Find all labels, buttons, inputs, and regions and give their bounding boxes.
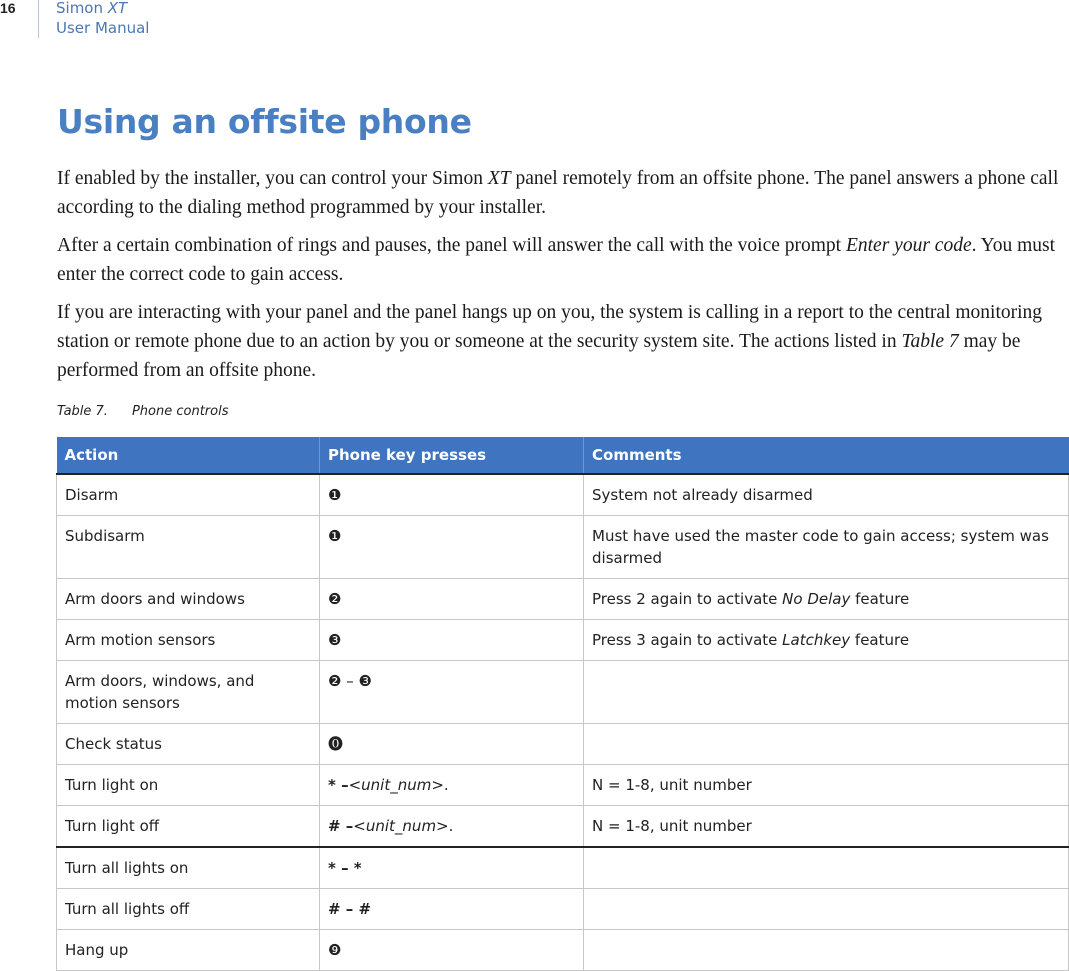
table-header-row xyxy=(57,437,1069,474)
table-row xyxy=(57,889,1069,930)
comment-cell: Must have used the master code to gain access; system was disarmed xyxy=(584,516,1069,579)
action-cell: Subdisarm xyxy=(57,516,320,579)
table-row xyxy=(57,620,1069,661)
header-comments: Comments xyxy=(584,437,1069,474)
comment-cell xyxy=(584,579,1069,620)
key-symbols: # – # xyxy=(328,900,372,918)
comment-cell xyxy=(584,889,1069,930)
keys-cell xyxy=(320,889,584,930)
keys-cell xyxy=(320,765,584,806)
feature-name: No Delay xyxy=(782,590,851,608)
section-heading: Using an offsite phone xyxy=(57,102,472,141)
page-number: 16 xyxy=(0,0,16,16)
paragraph-1-emphasis: XT xyxy=(487,168,511,189)
action-cell: Turn all lights off xyxy=(57,889,320,930)
paragraph-1-text-a: If enabled by the installer, you can control your Simon xyxy=(57,168,488,189)
comment-text: Press 2 again to activate xyxy=(592,590,783,608)
comment-cell xyxy=(584,661,1069,724)
key-suffix: . xyxy=(443,776,449,794)
table-caption xyxy=(57,404,228,419)
action-cell: Turn light off xyxy=(57,806,320,848)
key-suffix: . xyxy=(448,817,454,835)
comment-cell: System not already disarmed xyxy=(584,474,1069,516)
feature-name: Latchkey xyxy=(782,631,851,649)
caption-title: Phone controls xyxy=(131,404,229,419)
table-row xyxy=(57,724,1069,765)
action-cell: Hang up xyxy=(57,930,320,971)
paragraph-1 xyxy=(57,164,1067,222)
table-row xyxy=(57,765,1069,806)
paragraph-2-text-a: After a certain combination of rings and pauses, the panel will answer the call with the voice prompt xyxy=(57,235,846,256)
table-row xyxy=(57,806,1069,848)
keys-cell xyxy=(320,806,584,848)
comment-cell xyxy=(584,620,1069,661)
table-row xyxy=(57,930,1069,971)
keys-cell: ❾ xyxy=(320,930,584,971)
comment-cell: N = 1-8, unit number xyxy=(584,765,1069,806)
key-symbols: * – * xyxy=(328,859,362,877)
comment-text: Press 3 again to activate xyxy=(592,631,783,649)
unit-placeholder: <unit_num> xyxy=(353,817,449,835)
caption-number: Table 7. xyxy=(57,404,108,419)
header-divider xyxy=(38,0,39,38)
product-name: Simon xyxy=(56,0,103,17)
table-row xyxy=(57,847,1069,889)
paragraph-2-text-b: . You must enter the correct code to gain access. xyxy=(57,235,1056,285)
header-phone-keys: Phone key presses xyxy=(320,437,584,474)
keys-cell xyxy=(320,847,584,889)
action-cell: Arm doors and windows xyxy=(57,579,320,620)
comment-text: feature xyxy=(850,631,910,649)
comment-text: feature xyxy=(850,590,910,608)
running-header xyxy=(56,0,256,38)
action-cell: Turn light on xyxy=(57,765,320,806)
paragraph-2-emphasis: Enter your code xyxy=(845,235,972,256)
action-cell: Arm doors, windows, and motion sensors xyxy=(57,661,320,724)
key-symbols: # – xyxy=(328,817,354,835)
action-cell: Check status xyxy=(57,724,320,765)
table-reference-link[interactable]: Table 7 xyxy=(901,331,959,352)
product-suffix: XT xyxy=(107,0,128,17)
product-line xyxy=(56,0,256,18)
table-row xyxy=(57,661,1069,724)
comment-cell: N = 1-8, unit number xyxy=(584,806,1069,848)
paragraph-3 xyxy=(57,298,1067,385)
table-row xyxy=(57,516,1069,579)
comment-cell xyxy=(584,847,1069,889)
keys-cell: ❶ xyxy=(320,474,584,516)
action-cell: Arm motion sensors xyxy=(57,620,320,661)
paragraph-2 xyxy=(57,231,1067,289)
paragraph-3-text-b: may be performed from an offsite phone. xyxy=(57,331,1021,381)
phone-controls-table xyxy=(56,437,1069,971)
keys-cell: ❶ xyxy=(320,516,584,579)
table-row xyxy=(57,474,1069,516)
keys-cell: ❷ – ❸ xyxy=(320,661,584,724)
action-cell: Turn all lights on xyxy=(57,847,320,889)
paragraph-1-text-b: panel remotely from an offsite phone. The panel answers a phone call according to the dialing method programmed by your installer. xyxy=(57,168,1059,218)
manual-title: User Manual xyxy=(56,19,150,37)
keys-cell: ❷ xyxy=(320,579,584,620)
paragraph-3-text-a: If you are interacting with your panel and the panel hangs up on you, the system is calling in a report to the central monitoring station or remote phone due to an action by you or someone at the security system site. The actions listed in xyxy=(57,302,1043,352)
unit-placeholder: <unit_num> xyxy=(348,776,444,794)
header-action: Action xyxy=(57,437,320,474)
keys-cell: ❸ xyxy=(320,620,584,661)
comment-cell xyxy=(584,724,1069,765)
keys-cell: ⓿ xyxy=(320,724,584,765)
action-cell: Disarm xyxy=(57,474,320,516)
table-row xyxy=(57,579,1069,620)
comment-cell xyxy=(584,930,1069,971)
key-symbols: * – xyxy=(328,776,349,794)
